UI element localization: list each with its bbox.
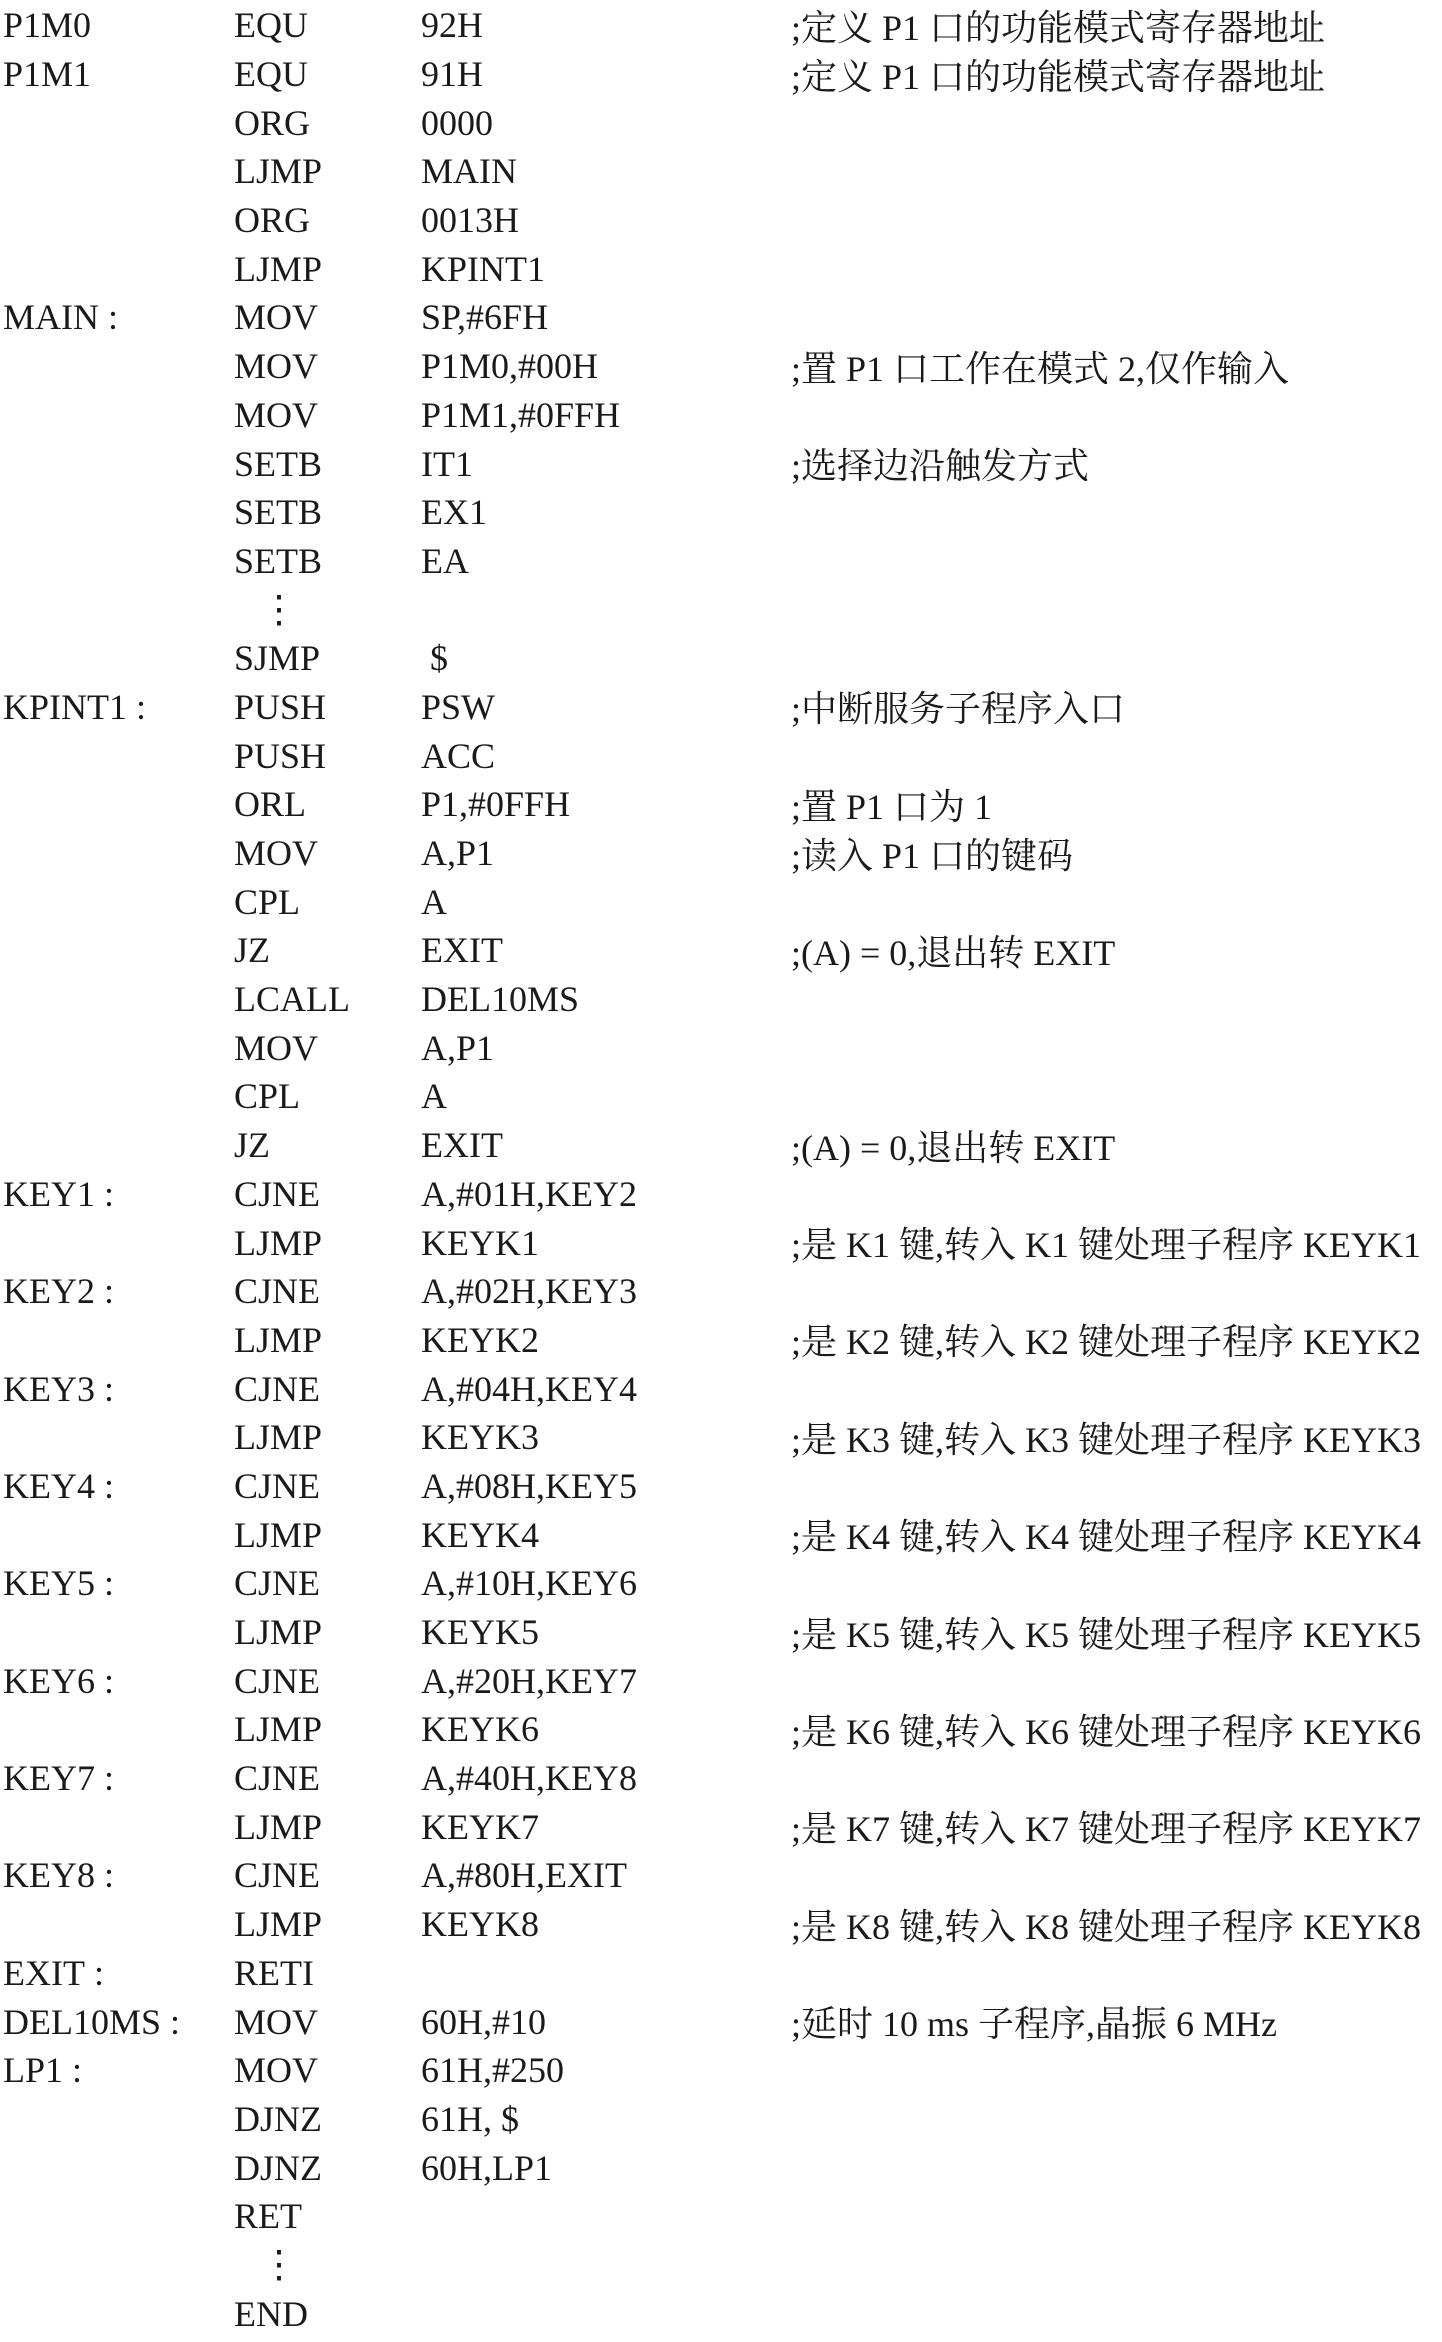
code-line	[0, 1023, 1442, 1072]
code-line	[0, 2095, 1442, 2144]
code-line	[0, 1170, 1442, 1219]
comment-cell: ;读入 P1 口的键码	[791, 835, 1074, 876]
operand-cell: KEYK1	[421, 1222, 539, 1263]
label-cell	[0, 1562, 234, 1604]
code-line	[0, 1851, 1442, 1900]
code-line	[0, 780, 1442, 829]
code-line	[0, 50, 1442, 99]
code-line	[0, 1608, 1442, 1657]
comment-cell: ;是 K3 键,转入 K3 键处理子程序 KEYK3	[791, 1419, 1421, 1460]
mnemonic-cell: MOV	[234, 1027, 319, 1068]
code-line	[0, 2143, 1442, 2192]
mnemonic-cell: CPL	[234, 881, 301, 922]
operand-cell: KEYK5	[421, 1612, 539, 1653]
code-line	[0, 1705, 1442, 1754]
mnemonic-cell: LJMP	[234, 248, 323, 289]
mnemonic-cell: ORL	[234, 784, 306, 825]
operand-cell: A,P1	[421, 833, 495, 874]
code-line	[0, 1656, 1442, 1705]
operand-cell: 60H,#10	[421, 2001, 546, 2042]
operand-cell: $	[421, 638, 448, 679]
comment-cell: ;定义 P1 口的功能模式寄存器地址	[791, 7, 1326, 48]
mnemonic-cell: MOV	[234, 346, 319, 387]
comment-cell: ;选择边沿触发方式	[791, 446, 1090, 487]
label-colon: :	[104, 1855, 115, 1896]
code-line-ellipsis	[0, 2241, 1442, 2290]
operand-cell: EA	[421, 540, 469, 581]
mnemonic-cell: LJMP	[234, 1222, 323, 1263]
operand-cell: 61H, $	[421, 2098, 519, 2139]
comment-cell: ;是 K1 键,转入 K1 键处理子程序 KEYK1	[791, 1225, 1421, 1266]
operand-cell: 0000	[421, 102, 493, 143]
label-cell	[0, 2049, 234, 2091]
code-line	[0, 1, 1442, 50]
mnemonic-cell: CJNE	[234, 1758, 321, 1799]
operand-cell: A,#10H,KEY6	[421, 1563, 637, 1604]
label-cell	[0, 1660, 234, 1702]
operand-cell: EXIT	[421, 930, 503, 971]
operand-cell: EX1	[421, 492, 487, 533]
label-colon: :	[136, 686, 147, 727]
operand-cell: A,#04H,KEY4	[421, 1368, 637, 1409]
mnemonic-cell: PUSH	[234, 686, 327, 727]
code-line	[0, 1997, 1442, 2046]
comment-cell: ;是 K5 键,转入 K5 键处理子程序 KEYK5	[791, 1614, 1421, 1655]
mnemonic-cell: CJNE	[234, 1271, 321, 1312]
comment-cell: ;是 K6 键,转入 K6 键处理子程序 KEYK6	[791, 1711, 1421, 1752]
mnemonic-cell: MOV	[234, 2050, 319, 2091]
label-cell: P1M1	[3, 54, 92, 95]
label-text: KEY2	[3, 1271, 95, 1312]
mnemonic-cell: CJNE	[234, 1660, 321, 1701]
mnemonic-cell: MOV	[234, 833, 319, 874]
mnemonic-cell: LJMP	[234, 1417, 323, 1458]
label-cell	[0, 2001, 234, 2043]
label-text: KEY3	[3, 1368, 95, 1409]
code-line	[0, 2046, 1442, 2095]
mnemonic-cell: DJNZ	[234, 2147, 322, 2188]
label-cell	[0, 1854, 234, 1896]
code-line	[0, 926, 1442, 975]
label-text: KPINT1	[3, 686, 127, 727]
mnemonic-cell: RET	[234, 2196, 302, 2237]
label-cell	[0, 1368, 234, 1410]
operand-cell: P1,#0FFH	[421, 784, 571, 825]
code-line	[0, 634, 1442, 683]
operand-cell: KEYK8	[421, 1904, 539, 1945]
operand-cell: KEYK7	[421, 1806, 539, 1847]
operand-cell: A,#40H,KEY8	[421, 1758, 637, 1799]
code-line	[0, 1754, 1442, 1803]
operand-cell: SP,#6FH	[421, 297, 549, 338]
operand-cell: 91H	[421, 54, 483, 95]
code-line	[0, 391, 1442, 440]
code-line-ellipsis	[0, 585, 1442, 634]
mnemonic-cell: PUSH	[234, 735, 327, 776]
label-colon: :	[170, 2001, 181, 2042]
vertical-ellipsis: ⋮	[260, 588, 298, 631]
comment-cell: ;中断服务子程序入口	[791, 689, 1126, 730]
operand-cell: A,#01H,KEY2	[421, 1173, 637, 1214]
comment-cell: ;置 P1 口为 1	[791, 786, 993, 827]
comment-cell: ;(A) = 0,退出转 EXIT	[791, 1127, 1116, 1168]
code-line	[0, 147, 1442, 196]
operand-cell: P1M0,#00H	[421, 346, 599, 387]
label-text: EXIT	[3, 1952, 85, 1993]
mnemonic-cell: CJNE	[234, 1368, 321, 1409]
label-cell	[0, 1465, 234, 1507]
label-colon: :	[104, 1758, 115, 1799]
comment-cell: ;延时 10 ms 子程序,晶振 6 MHz	[791, 2004, 1278, 2045]
label-cell	[0, 1757, 234, 1799]
code-line	[0, 1559, 1442, 1608]
operand-cell: PSW	[421, 686, 496, 727]
code-line	[0, 1413, 1442, 1462]
label-cell: P1M0	[3, 5, 92, 46]
operand-cell: MAIN	[421, 151, 517, 192]
mnemonic-cell: LJMP	[234, 1514, 323, 1555]
label-cell	[0, 296, 234, 338]
operand-cell: 60H,LP1	[421, 2147, 553, 2188]
operand-cell: KEYK2	[421, 1319, 539, 1360]
code-line	[0, 1802, 1442, 1851]
mnemonic-cell: ORG	[234, 200, 311, 241]
label-text: KEY8	[3, 1855, 95, 1896]
operand-cell: KEYK3	[421, 1417, 539, 1458]
operand-cell: A	[421, 1076, 447, 1117]
mnemonic-cell: CJNE	[234, 1563, 321, 1604]
operand-cell: KEYK4	[421, 1514, 539, 1555]
label-text: KEY7	[3, 1758, 95, 1799]
label-colon: :	[104, 1368, 115, 1409]
mnemonic-cell: LJMP	[234, 1319, 323, 1360]
mnemonic-cell: MOV	[234, 2001, 319, 2042]
label-cell	[0, 1173, 234, 1215]
label-text: LP1	[3, 2050, 64, 2091]
label-text: KEY6	[3, 1660, 95, 1701]
operand-cell: DEL10MS	[421, 979, 580, 1020]
comment-cell: ;是 K8 键,转入 K8 键处理子程序 KEYK8	[791, 1906, 1421, 1947]
operand-cell: A,P1	[421, 1027, 495, 1068]
code-line	[0, 1316, 1442, 1365]
operand-cell: A,#02H,KEY3	[421, 1271, 637, 1312]
operand-cell: A,#08H,KEY5	[421, 1465, 637, 1506]
label-colon: :	[108, 297, 119, 338]
operand-cell: 0013H	[421, 200, 519, 241]
code-line	[0, 877, 1442, 926]
operand-cell: 92H	[421, 5, 483, 46]
code-line	[0, 342, 1442, 391]
mnemonic-cell: CJNE	[234, 1855, 321, 1896]
code-line	[0, 2289, 1442, 2338]
code-line	[0, 1462, 1442, 1511]
mnemonic-cell: MOV	[234, 394, 319, 435]
mnemonic-cell: JZ	[234, 930, 270, 971]
code-line	[0, 2192, 1442, 2241]
code-line	[0, 98, 1442, 147]
mnemonic-cell: JZ	[234, 1125, 270, 1166]
mnemonic-cell: CJNE	[234, 1465, 321, 1506]
mnemonic-cell: MOV	[234, 297, 319, 338]
code-line	[0, 1949, 1442, 1998]
mnemonic-cell: END	[234, 2293, 308, 2334]
comment-cell: ;定义 P1 口的功能模式寄存器地址	[791, 56, 1326, 97]
code-line	[0, 975, 1442, 1024]
operand-cell: 61H,#250	[421, 2050, 564, 2091]
label-colon: :	[104, 1271, 115, 1312]
mnemonic-cell: LJMP	[234, 1904, 323, 1945]
label-colon: :	[93, 1952, 104, 1993]
operand-cell: IT1	[421, 443, 473, 484]
mnemonic-cell: LCALL	[234, 979, 350, 1020]
operand-cell: KPINT1	[421, 248, 545, 289]
mnemonic-cell: ORG	[234, 102, 311, 143]
code-line	[0, 1072, 1442, 1121]
code-line	[0, 1900, 1442, 1949]
code-line	[0, 1267, 1442, 1316]
mnemonic-cell: SETB	[234, 492, 323, 533]
mnemonic-cell: SETB	[234, 443, 323, 484]
label-text: KEY1	[3, 1173, 95, 1214]
label-text: DEL10MS	[3, 2001, 162, 2042]
code-line	[0, 1218, 1442, 1267]
label-cell	[0, 1952, 234, 1994]
mnemonic-cell: CPL	[234, 1076, 301, 1117]
mnemonic-cell: LJMP	[234, 1806, 323, 1847]
code-line	[0, 439, 1442, 488]
code-line	[0, 244, 1442, 293]
label-text: MAIN	[3, 297, 99, 338]
mnemonic-cell: SETB	[234, 540, 323, 581]
mnemonic-cell: EQU	[234, 54, 308, 95]
code-line	[0, 731, 1442, 780]
comment-cell: ;置 P1 口工作在模式 2,仅作输入	[791, 348, 1290, 389]
operand-cell: A,#20H,KEY7	[421, 1660, 637, 1701]
operand-cell: EXIT	[421, 1125, 503, 1166]
operand-cell: KEYK6	[421, 1709, 539, 1750]
mnemonic-cell: LJMP	[234, 1709, 323, 1750]
code-line	[0, 829, 1442, 878]
code-line	[0, 537, 1442, 586]
comment-cell: ;是 K7 键,转入 K7 键处理子程序 KEYK7	[791, 1809, 1421, 1850]
label-text: KEY5	[3, 1563, 95, 1604]
mnemonic-cell: LJMP	[234, 151, 323, 192]
code-line	[0, 488, 1442, 537]
label-colon: :	[72, 2050, 83, 2091]
mnemonic-cell: EQU	[234, 5, 308, 46]
code-line	[0, 1121, 1442, 1170]
comment-cell: ;是 K4 键,转入 K4 键处理子程序 KEYK4	[791, 1517, 1421, 1558]
code-line	[0, 683, 1442, 732]
label-colon: :	[104, 1563, 115, 1604]
operand-cell: A	[421, 881, 447, 922]
mnemonic-cell: RETI	[234, 1952, 314, 1993]
operand-cell: A,#80H,EXIT	[421, 1855, 627, 1896]
code-line	[0, 196, 1442, 245]
label-colon: :	[104, 1660, 115, 1701]
label-cell	[0, 686, 234, 728]
label-cell	[0, 1270, 234, 1312]
label-colon: :	[104, 1173, 115, 1214]
operand-cell: P1M1,#0FFH	[421, 394, 621, 435]
code-line	[0, 293, 1442, 342]
label-text: KEY4	[3, 1465, 95, 1506]
mnemonic-cell: LJMP	[234, 1612, 323, 1653]
vertical-ellipsis: ⋮	[260, 2243, 298, 2286]
mnemonic-cell: SJMP	[234, 638, 321, 679]
comment-cell: ;是 K2 键,转入 K2 键处理子程序 KEYK2	[791, 1322, 1421, 1363]
operand-cell: ACC	[421, 735, 496, 776]
code-line	[0, 1510, 1442, 1559]
comment-cell: ;(A) = 0,退出转 EXIT	[791, 932, 1116, 973]
label-colon: :	[104, 1465, 115, 1506]
code-line	[0, 1364, 1442, 1413]
mnemonic-cell: DJNZ	[234, 2098, 322, 2139]
mnemonic-cell: CJNE	[234, 1173, 321, 1214]
